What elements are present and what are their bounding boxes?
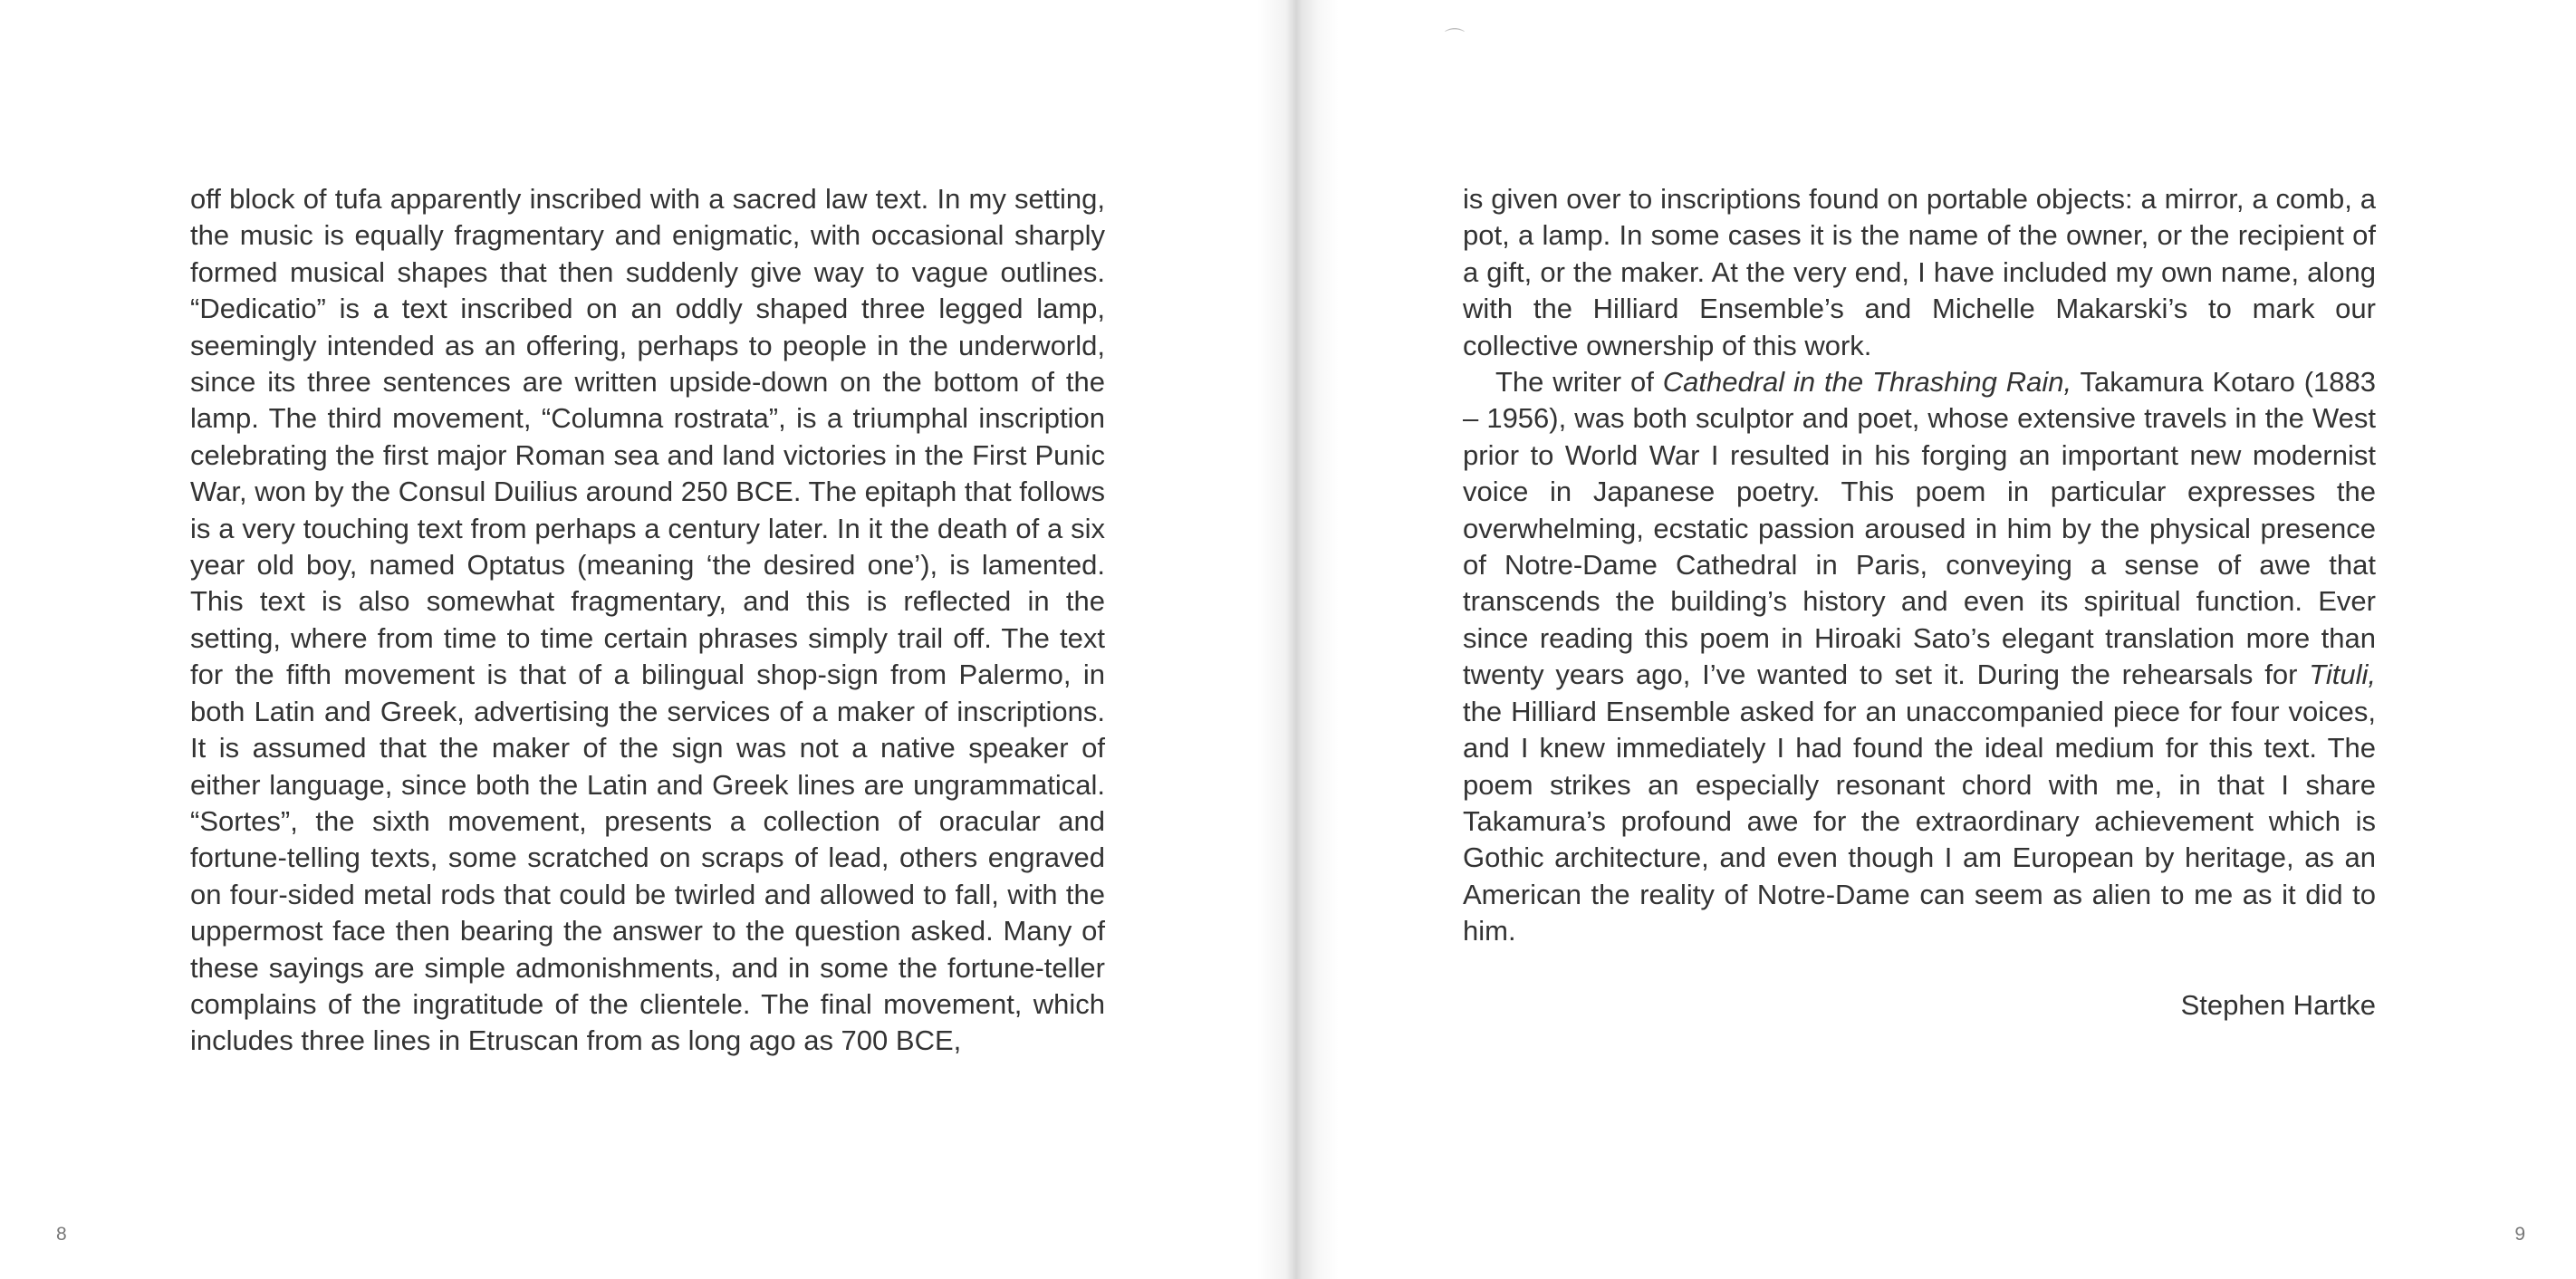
right-body-text: [1463, 181, 2376, 950]
left-body-text: [190, 181, 1105, 1060]
author-signature: Stephen Hartke: [2180, 989, 2376, 1021]
right-page: [1291, 0, 2576, 1279]
p2-text-3: the Hilliard Ensemble asked for an unaccompanied piece for four voices, and I knew immediately I had found the ideal medium for this text. The poem strikes an especially resonant chord with me, in that I share Takamura’s profound awe for the extraordinary achievement which is Gothic architecture, and even though I am European by heritage, as an American the reality of Notre-Dame can seem as alien to me as it did to him.: [1463, 695, 2376, 947]
p2-title-cathedral: Cathedral in the Thrashing Rain,: [1662, 366, 2072, 399]
right-paragraph-1: is given over to inscriptions found on portable objects: a mirror, a comb, a pot, a lamp. In some cases it is the name of the owner, or the recipient of a gift, or the maker. At the very end, I have included my own name, along with the Hilliard Ensemble’s and Michelle Makarski’s to mark our collective ownership of this work.: [1463, 183, 2376, 361]
page-number-right: 9: [2514, 1224, 2525, 1245]
left-paragraph: off block of tufa apparently inscribed with a sacred law text. In my setting, the music is equally fragmentary and enigmatic, with occasional sharply formed musical shapes that then suddenly give way to vague outlines. “Dedicatio” is a text inscribed on an oddly shaped three legged lamp, seemingly intended as an offering, perhaps to people in the underworld, since its three sentences are written upside-down on the bottom of the lamp. The third movement, “Columna rostrata”, is a triumphal inscription celebrating the first major Roman sea and land victories in the First Punic War, won by the Consul Duilius around 250 BCE. The epitaph that follows is a very touching text from perhaps a century later. In it the death of a six year old boy, named Optatus (meaning ‘the desired one’), is lamented. This text is also somewhat fragmentary, and this is reflected in the setting, where from time to time certain phrases simply trail off. The text for the fifth movement is that of a bilingual shop-sign from Palermo, in both Latin and Greek, advertising the services of a maker of inscriptions. It is assumed that the maker of the sign was not a native speaker of either language, since both the Latin and Greek lines are ungrammatical. “Sortes”, the sixth movement, presents a collection of oracular and fortune-telling texts, some scratched on scraps of lead, others engraved on four-sided metal rods that could be twirled and allowed to fall, with the uppermost face then bearing the answer to the question asked. Many of these sayings are simple admonishments, and in some the fortune-teller complains of the ingratitude of the clientele. The final movement, which includes three lines in Etruscan from as long ago as 700 BCE,: [190, 183, 1105, 1057]
p2-title-tituli: Tituli,: [2309, 659, 2376, 691]
right-paragraph-2: [1463, 364, 2376, 950]
p2-text-2: Takamura Kotaro (1883 – 1956), was both sculptor and poet, whose extensive travels in the West prior to World War I resulted in his forging an important new modernist voice in Japanese poetry. This poem in particular expresses the overwhelming, ecstatic passion aroused in him by the physical presence of Notre-Dame Cathedral in Paris, conveying a sense of awe that transcends the building’s history and even its spiritual function. Ever since reading this poem in Hiroaki Sato’s elegant translation more than twenty years ago, I’ve wanted to set it. During the rehearsals for: [1463, 366, 2376, 691]
page-number-left: 8: [56, 1224, 67, 1245]
p2-text-1: The writer of: [1495, 366, 1663, 399]
pencil-mark-icon: ⌒: [1445, 27, 1466, 50]
